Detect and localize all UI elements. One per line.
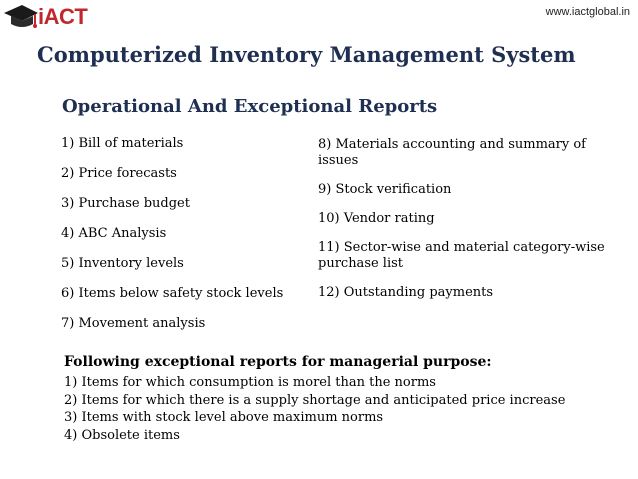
list-item: 9) Stock verification	[318, 182, 452, 197]
list-item: 6) Items below safety stock levels	[61, 286, 284, 301]
list-item: 4) ABC Analysis	[61, 226, 167, 241]
list-item: 4) Obsolete items	[64, 427, 180, 443]
logo-text: iACT	[38, 4, 88, 29]
page-title: Computerized Inventory Management System	[37, 42, 576, 67]
exceptional-list	[64, 374, 565, 444]
graduation-cap-icon	[2, 1, 40, 35]
list-item: 10) Vendor rating	[318, 211, 435, 226]
list-item: 12) Outstanding payments	[318, 285, 494, 300]
report-list-right	[318, 137, 618, 314]
list-item: 1) Bill of materials	[61, 136, 184, 151]
list-item: 8) Materials accounting and summary of issues	[318, 137, 586, 168]
list-item: 1) Items for which consumption is morel than the norms	[64, 375, 436, 390]
list-item: 11) Sector-wise and material category-wise purchase list	[318, 240, 605, 271]
section-title: Operational And Exceptional Reports	[62, 96, 438, 117]
list-item: 5) Inventory levels	[61, 256, 184, 271]
list-item: 2) Price forecasts	[61, 166, 177, 181]
iact-logo	[2, 1, 97, 35]
list-item: 7) Movement analysis	[61, 316, 206, 331]
exceptional-heading: Following exceptional reports for managerial purpose:	[64, 354, 492, 370]
list-item: 3) Purchase budget	[61, 196, 190, 211]
list-item: 3) Items with stock level above maximum norms	[64, 410, 384, 425]
website-url: www.iactglobal.in	[545, 6, 630, 18]
list-item: 2) Items for which there is a supply shortage and anticipated price increase	[64, 392, 566, 408]
report-list-left	[61, 136, 296, 346]
